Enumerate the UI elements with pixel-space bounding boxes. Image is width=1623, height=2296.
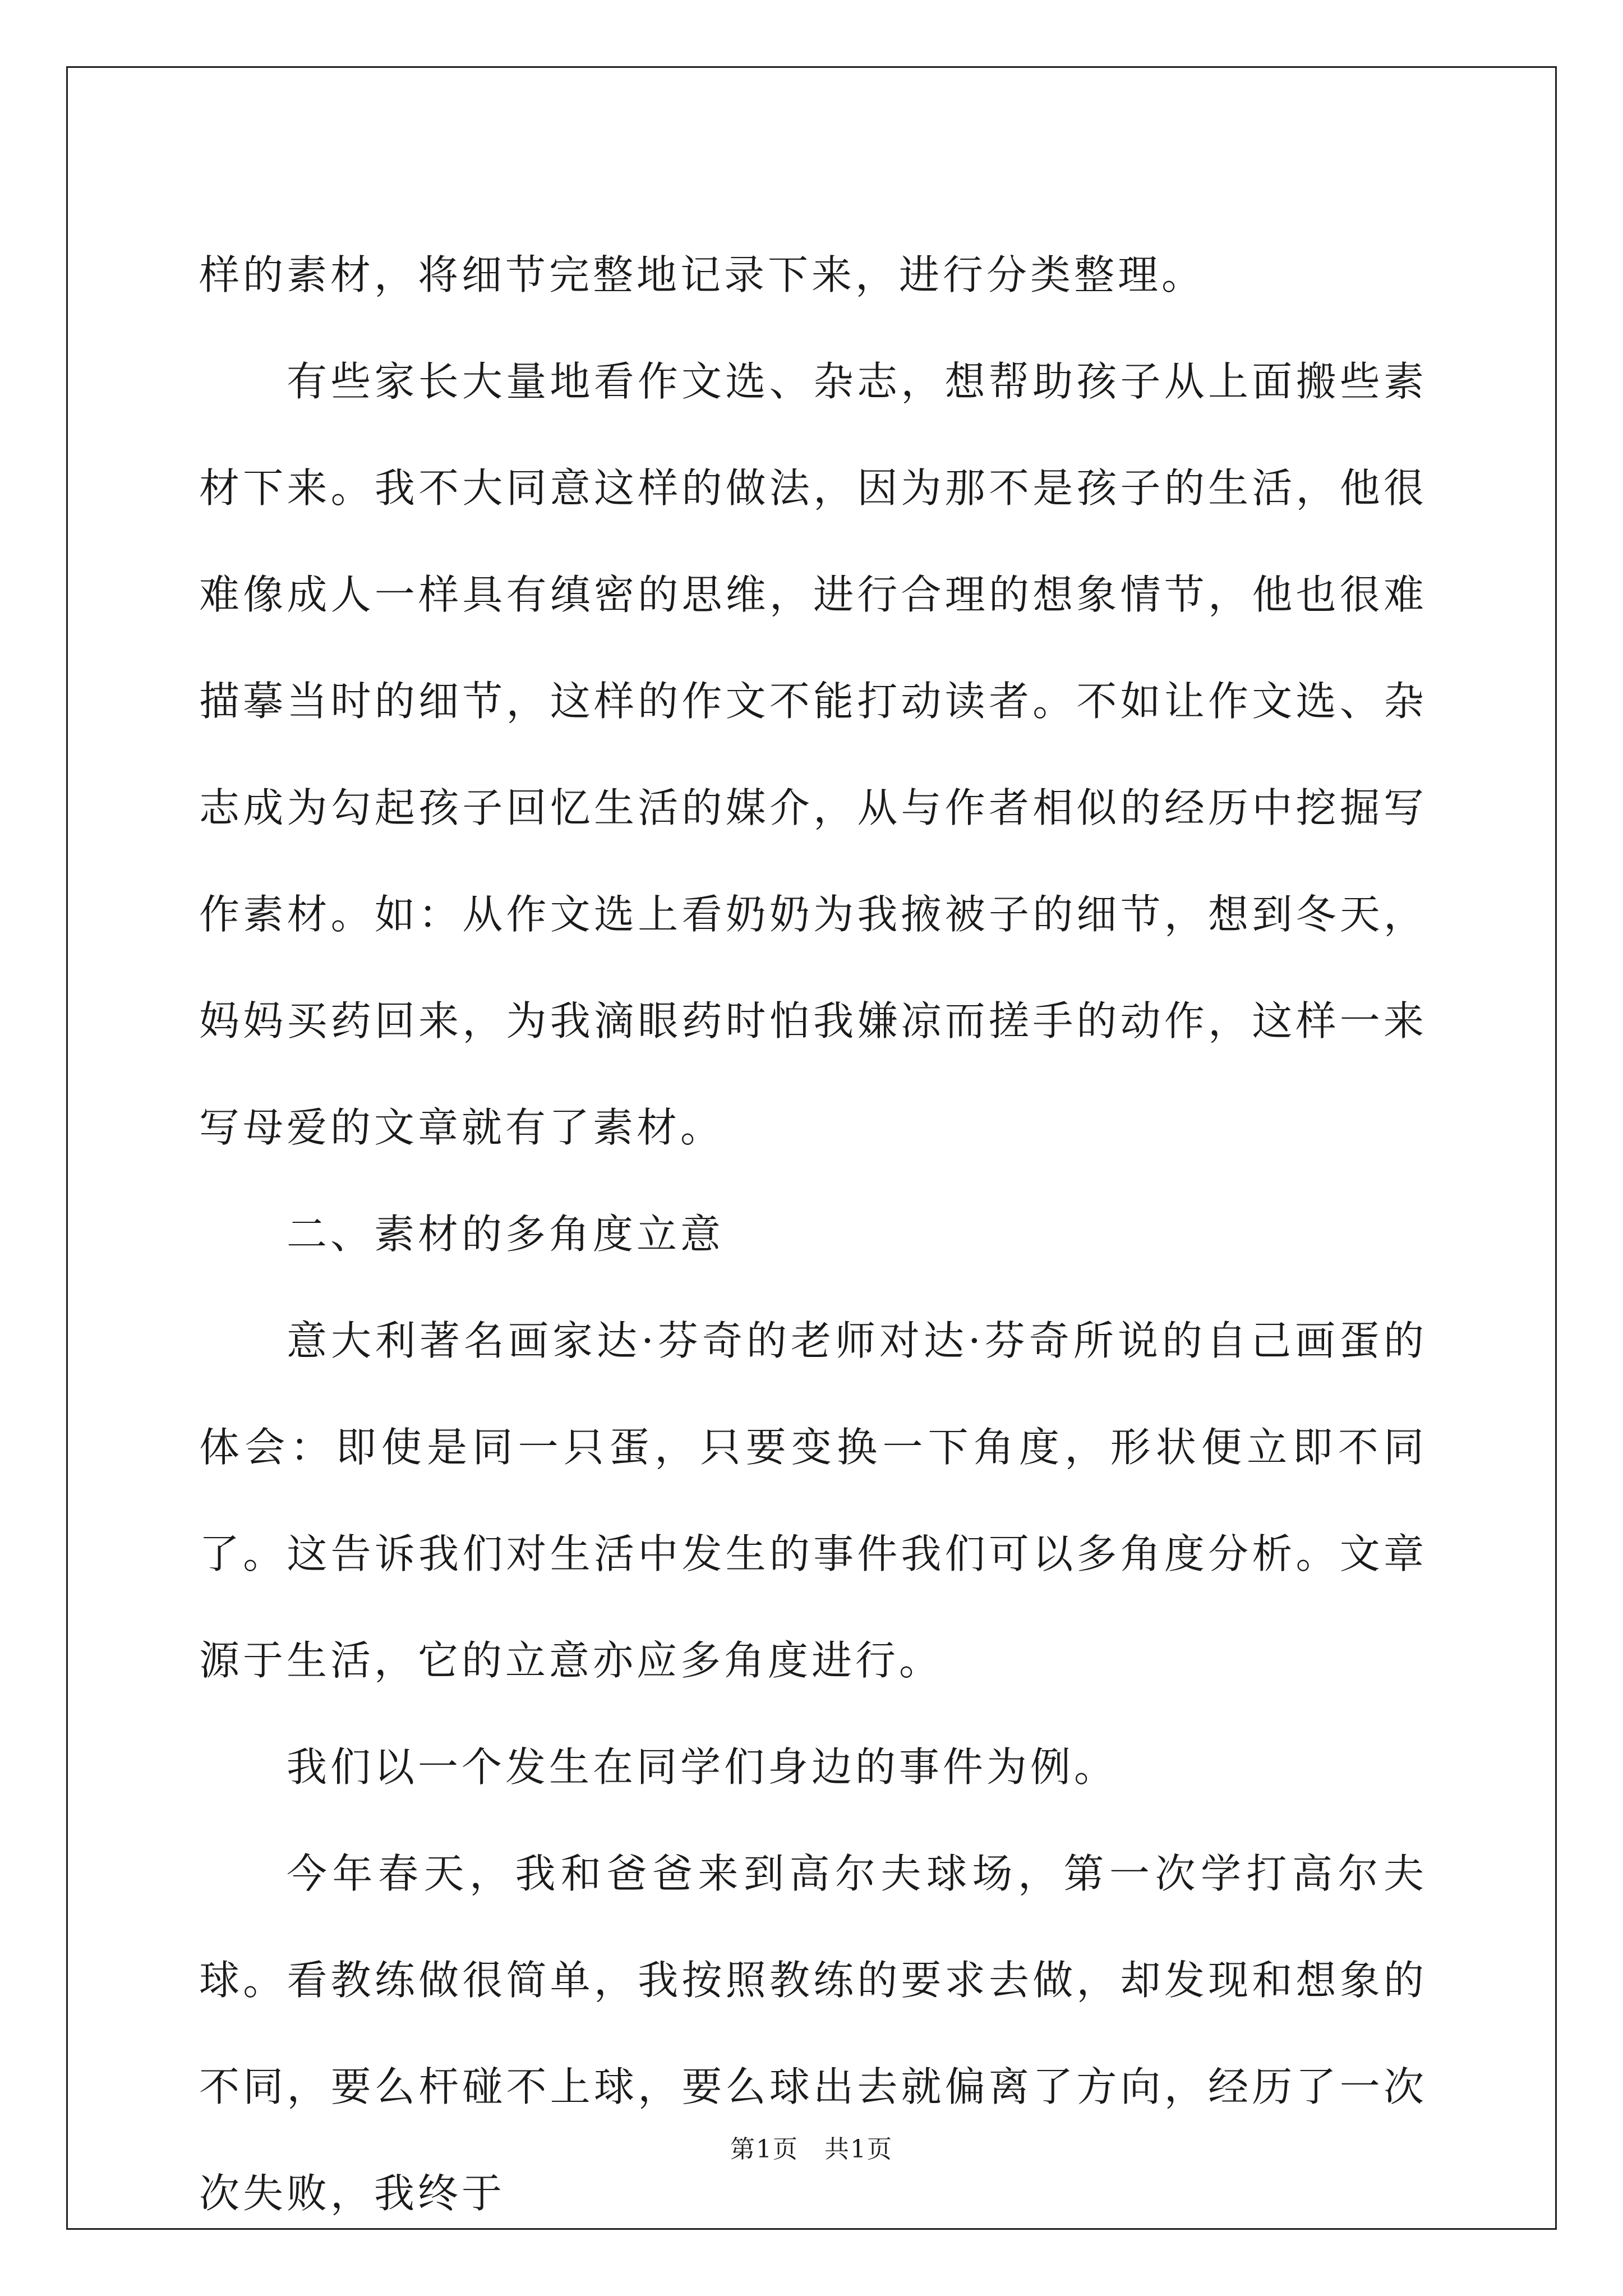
paragraph-1: 样的素材，将细节完整地记录下来，进行分类整理。 bbox=[199, 251, 1206, 298]
paragraph-4: 我们以一个发生在同学们身边的事件为例。 bbox=[287, 1743, 1118, 1791]
page-number: 第1页 bbox=[730, 2135, 799, 2164]
document-body bbox=[199, 222, 1427, 2247]
paragraph-3: 意大利著名画家达·芬奇的老师对达·芬奇所说的自己画蛋的体会：即使是同一只蛋，只要变换一下角度，形状便立即不同了。这告诉我们对生活中发生的事件我们可以多角度分析。文章源于生活，它的立意亦应多角度进行。 bbox=[199, 1317, 1427, 1684]
page-footer bbox=[0, 2133, 1623, 2166]
page-total: 共1页 bbox=[824, 2135, 893, 2164]
paragraph-2: 有些家长大量地看作文选、杂志，想帮助孩子从上面搬些素材下来。我不大同意这样的做法，因为那不是孩子的生活，他很难像成人一样具有缜密的思维，进行合理的想象情节，他也很难描摹当时的细节，这样的作文不能打动读者。不如让作文选、杂志成为勾起孩子回忆生活的媒介，从与作者相似的经历中挖掘写作素材。如：从作文选上看奶奶为我掖被子的细节，想到冬天，妈妈买药回来，为我滴眼药时怕我嫌凉而搓手的动作，这样一来写母爱的文章就有了素材。 bbox=[199, 358, 1427, 1151]
paragraph-5: 今年春天，我和爸爸来到高尔夫球场，第一次学打高尔夫球。看教练做很简单，我按照教练的要求去做，却发现和想象的不同，要么杆碰不上球，要么球出去就偏离了方向，经历了一次次失败，我终于 bbox=[199, 1850, 1427, 2217]
section-heading: 二、素材的多角度立意 bbox=[287, 1211, 725, 1258]
